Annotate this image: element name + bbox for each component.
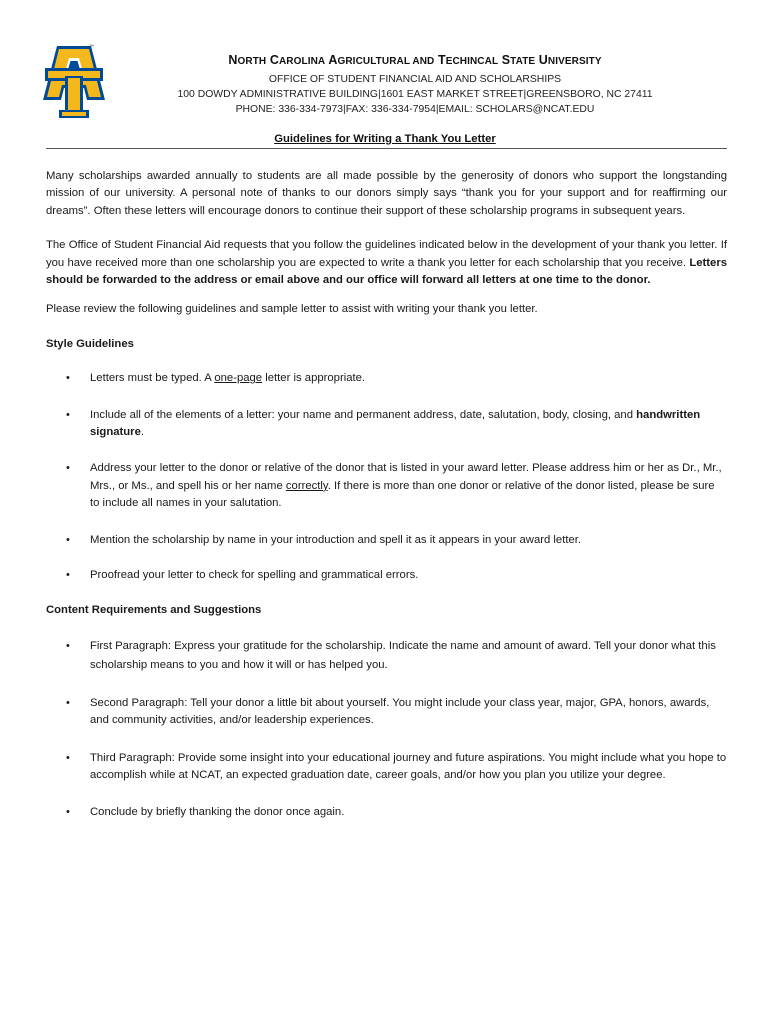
list-item: • Second Paragraph: Tell your donor a little bit about yourself. You might include your class year, major, GPA, honors, awards, and community activities, and/or leadership experiences. xyxy=(66,696,710,727)
content-requirements-heading: Content Requirements and Suggestions xyxy=(46,603,262,616)
intro-paragraph: Many scholarships awarded annually to students are all made possible by the generosity of donors who support the longstanding mission of our university. A personal note of thanks to our donors simply says “thank you for your support and for reaffirming our dreams”. Often these letters will encourage donors to continue their support of these scholarship programs in subsequent years. xyxy=(46,170,727,217)
list-item: • Third Paragraph: Provide some insight into your educational journey and future aspirations. You might include what you hope to accomplish while at NCAT, an expected graduation date, career goals, and/or how you plan you utilize your degree. xyxy=(66,751,727,782)
bullet-icon: • xyxy=(66,408,70,421)
list-item: • Mention the scholarship by name in your introduction and spell it as it appears in your award letter. xyxy=(46,532,727,549)
bullet-icon: • xyxy=(66,533,70,546)
bullet-icon: • xyxy=(66,639,70,652)
list-item: • Proofread your letter to check for spelling and grammatical errors. xyxy=(46,567,727,584)
bullet-icon: • xyxy=(66,372,70,385)
style-guidelines-list xyxy=(46,370,727,584)
office-address: 100 DOWDY ADMINISTRATIVE BUILDING|1601 EAST MARKET STREET|GREENSBORO, NC 27411 xyxy=(177,89,653,100)
content-requirements-list xyxy=(46,637,727,821)
list-item: • First Paragraph: Express your gratitude for the scholarship. Indicate the name and amount of award. Tell your donor what this scholarship means to you and how it will or has helped you. xyxy=(46,637,727,675)
bullet-icon: • xyxy=(66,462,70,475)
bullet-icon: • xyxy=(66,569,70,582)
instructions-paragraph: The Office of Student Financial Aid requests that you follow the guidelines indicated below in the development of your thank you letter. If you have received more than one scholarship you are expected to write a thank you letter for each scholarship that you receive. Letters should be forwarded to the address or email above and our office will forward all letters at one time to the donor. xyxy=(46,239,727,287)
document-title: Guidelines for Writing a Thank You Letter xyxy=(274,133,496,145)
ncat-aggie-logo xyxy=(43,46,105,118)
bullet-icon: • xyxy=(66,805,70,818)
document-body xyxy=(46,168,727,821)
list-item: • Conclude by briefly thanking the donor once again. xyxy=(46,804,727,821)
list-item: • Address your letter to the donor or relative of the donor that is listed in your award letter. Please address him or her as Dr., Mr., Mrs., or Ms., and spell his or her name correctly. If there is more than one donor or relative of the donor listed, please be sure to include all names in your salutation. xyxy=(66,462,722,510)
university-name: NORTH CAROLINA AGRICULTURAL AND TECHINCAL STATE UNIVERSITY xyxy=(228,53,602,67)
letterhead xyxy=(160,52,670,117)
header-divider xyxy=(46,148,727,149)
trademark-symbol: ™ xyxy=(89,44,94,50)
bullet-icon: • xyxy=(66,751,70,764)
bullet-icon: • xyxy=(66,696,70,709)
office-contact: PHONE: 336-334-7973|FAX: 336-334-7954|EMAIL: SCHOLARS@NCAT.EDU xyxy=(235,104,595,115)
office-name: OFFICE OF STUDENT FINANCIAL AID AND SCHOLARSHIPS xyxy=(268,74,562,85)
list-item: • Letters must be typed. A one-page letter is appropriate. xyxy=(46,370,727,387)
review-paragraph: Please review the following guidelines and sample letter to assist with writing your thank you letter. xyxy=(46,303,538,316)
list-item: • Include all of the elements of a letter: your name and permanent address, date, salutation, body, closing, and handwritten signature. xyxy=(66,408,701,439)
style-guidelines-heading: Style Guidelines xyxy=(46,337,134,350)
forwarding-note: Letters should be forwarded to the address or email above and our office will forward all letters at one time to the donor. xyxy=(46,256,727,287)
